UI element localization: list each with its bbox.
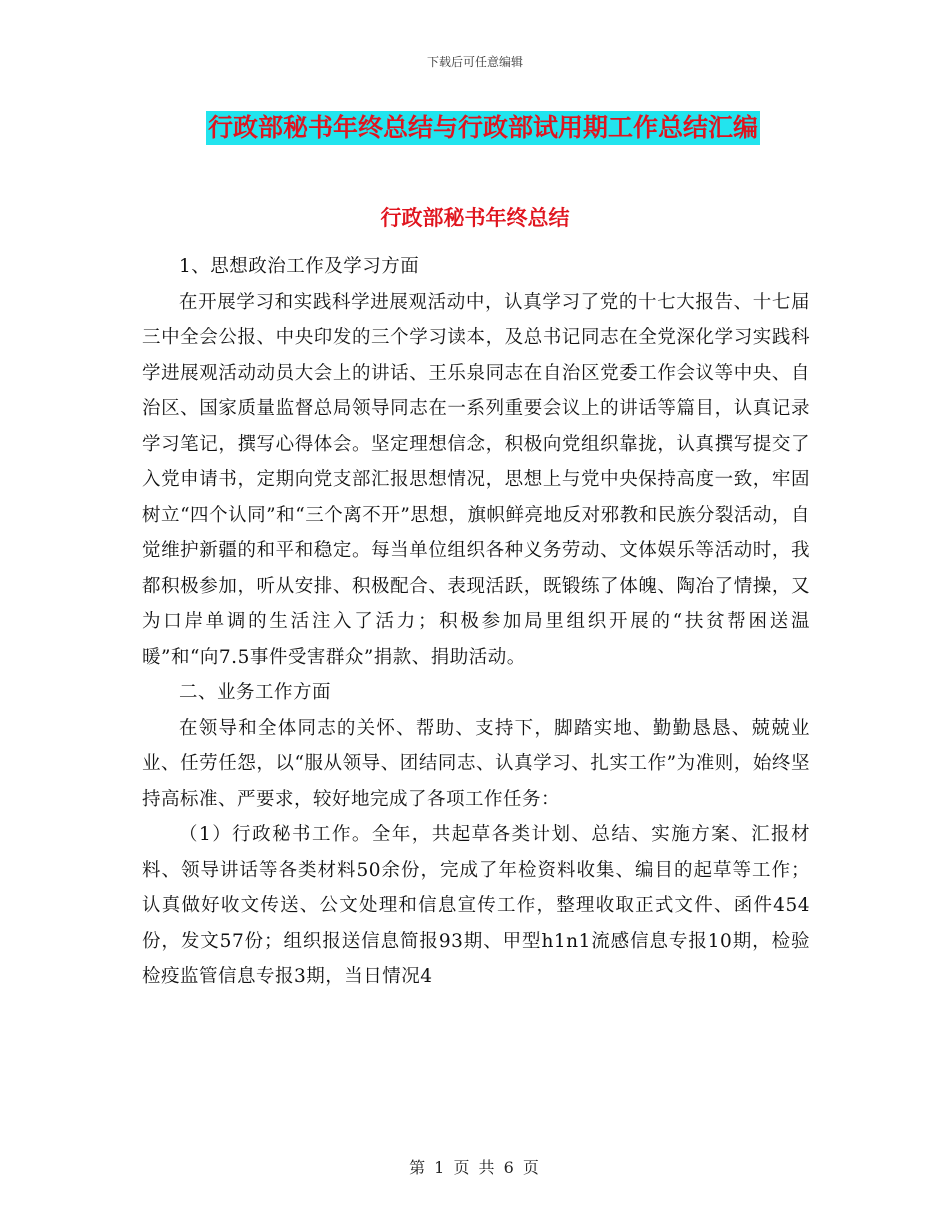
paragraph-body-1: 在开展学习和实践科学进展观活动中，认真学习了党的十七大报告、十七届三中全会公报、中央印发的三个学习读本，及总书记同志在全党深化学习实践科学进展观活动动员大会上的讲话、王乐泉同志在自治区党委工作会议等中央、自治区、国家质量监督总局领导同志在一系列重要会议上的讲话等篇目，认真记录学习笔记，撰写心得体会。坚定理想信念，积极向党组织靠拢，认真撰写提交了入党申请书，定期向党支部汇报思想情况，思想上与党中央保持高度一致，牢固树立“四个认同”和“三个离不开”思想，旗帜鲜亮地反对邪教和民族分裂活动，自觉维护新疆的和平和稳定。每当单位组织各种义务劳动、文体娱乐等活动时，我都积极参加，听从安排、积极配合、表现活跃，既锻练了体魄、陶冶了情操，又为口岸单调的生活注入了活力；积极参加局里组织开展的“扶贫帮困送温暖”和“向7.5事件受害群众”捐款、捐助活动。 [142, 291, 810, 668]
document-body [142, 249, 810, 995]
paragraph-body-2: 在领导和全体同志的关怀、帮助、支持下，脚踏实地、勤勤恳恳、兢兢业业、任劳任怨，以“服从领导、团结同志、认真学习、扎实工作”为准则，始终坚持高标准、严要求，较好地完成了各项工作任务： [142, 717, 810, 810]
paragraph-heading-1: 1、思想政治工作及学习方面 [179, 256, 420, 277]
paragraph-body-3: （1）行政秘书工作。全年，共起草各类计划、总结、实施方案、汇报材料、领导讲话等各类材料50余份，完成了年检资料收集、编目的起草等工作；认真做好收文传送、公文处理和信息宣传工作，整理收取正式文件、函件454份，发文57份；组织报送信息简报93期、甲型h1n1流感信息专报10期，检验检疫监管信息专报3期，当日情况4 [142, 824, 810, 987]
header-note: 下载后可任意编辑 [426, 55, 523, 69]
paragraph-heading-2: 二、业务工作方面 [179, 682, 332, 703]
section-title: 行政部秘书年终总结 [380, 206, 570, 230]
document-title: 行政部秘书年终总结与行政部试用期工作总结汇编 [206, 111, 760, 145]
page-number: 第 1 页 共 6 页 [409, 1158, 541, 1177]
